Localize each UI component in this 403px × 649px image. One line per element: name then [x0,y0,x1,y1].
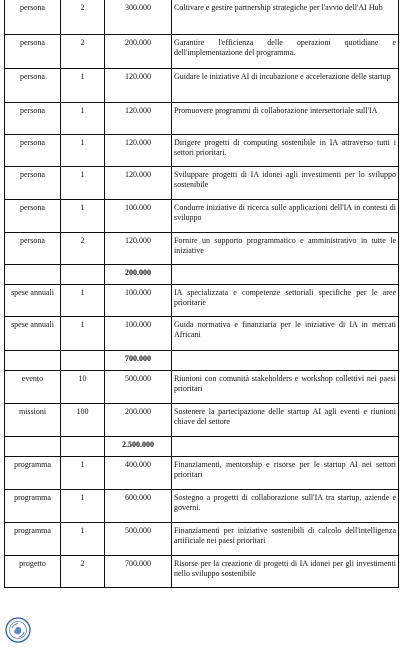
table-row [5,555,399,587]
description-cell: Dirigere progetti di computing sostenibile in IA attraverso tutti i settori prioritari. [172,134,399,166]
quantity-cell: 1 [61,522,105,555]
category-cell: programma [5,456,61,489]
subtotal-row [5,436,399,456]
description-cell: Garantire l'efficienza delle operazioni quotidiane e dell'implementazione del programma. [172,34,399,68]
description-cell: Fornire un supporto programmatico e amministrativo in tutte le iniziative [172,232,399,264]
subtotal-cell: 2.500.000 [105,436,172,456]
description-cell: Guidare le iniziative AI di incubazione e accelerazione delle startup [172,68,399,102]
subtotal-row [5,350,399,370]
amount-cell: 200.000 [105,403,172,436]
amount-cell: 500.000 [105,522,172,555]
amount-cell: 300.000 [105,0,172,34]
description-cell: Guida normativa e finanziaria per le iniziative di IA in mercati Africani [172,316,399,350]
quantity-cell: 1 [61,68,105,102]
description-cell: Promuovere programmi di collaborazione intersettoriale sull'IA [172,102,399,134]
table-row [5,134,399,166]
quantity-cell: 1 [61,284,105,316]
amount-cell: 700.000 [105,555,172,587]
category-cell: persona [5,134,61,166]
category-cell: spese annuali [5,284,61,316]
quantity-cell: 1 [61,102,105,134]
category-cell: persona [5,34,61,68]
table-row [5,489,399,522]
category-cell: persona [5,0,61,34]
description-cell: Coltivare e gestire partnership strategiche per l'avvio dell'AI Hub [172,0,399,34]
description-cell: Finanziamenti, mentorship e risorse per le startup AI nei settori prioritari [172,456,399,489]
quantity-cell: 10 [61,370,105,403]
table-row [5,403,399,436]
budget-table [4,0,399,588]
table-row [5,456,399,489]
amount-cell: 120.000 [105,102,172,134]
category-cell: programma [5,522,61,555]
amount-cell: 500.000 [105,370,172,403]
amount-cell: 100.000 [105,199,172,232]
amount-cell: 120.000 [105,166,172,199]
quantity-cell: 2 [61,34,105,68]
quantity-cell: 100 [61,403,105,436]
description-cell: Sostegno a progetti di collaborazione sull'IA tra startup, aziende e governi. [172,489,399,522]
amount-cell: 120.000 [105,68,172,102]
category-cell: persona [5,68,61,102]
table-row [5,316,399,350]
category-cell: persona [5,199,61,232]
amount-cell: 120.000 [105,134,172,166]
amount-cell: 100.000 [105,284,172,316]
category-cell: persona [5,232,61,264]
description-cell: Condurre iniziative di ricerca sulle applicazioni dell'IA in contesti di sviluppo [172,199,399,232]
table-row [5,0,399,34]
category-cell: evento [5,370,61,403]
amount-cell: 600.000 [105,489,172,522]
table-row [5,522,399,555]
quantity-cell: 1 [61,166,105,199]
seal-logo-icon [5,617,31,643]
table-row [5,102,399,134]
amount-cell: 400.000 [105,456,172,489]
table-row [5,199,399,232]
table-row [5,68,399,102]
subtotal-cell: 200.000 [105,264,172,284]
quantity-cell: 1 [61,316,105,350]
description-cell: Riunioni con comunità stakeholders e workshop collettivi nei paesi prioritari [172,370,399,403]
description-cell: IA specializzata e competenze settoriali specifiche per le aree prioritarie [172,284,399,316]
table-row [5,166,399,199]
category-cell: persona [5,102,61,134]
description-cell: Sostenere la partecipazione delle startup AI agli eventi e riunioni chiave del settore [172,403,399,436]
quantity-cell: 1 [61,489,105,522]
description-cell: Finanziamenti per iniziative sostenibili di calcolo dell'intelligenza artificiale nei paesi prioritari [172,522,399,555]
table-row [5,370,399,403]
description-cell: Sviluppare progetti di IA idonei agli investimenti per lo sviluppo sostenibile [172,166,399,199]
category-cell: programma [5,489,61,522]
quantity-cell: 1 [61,199,105,232]
subtotal-row [5,264,399,284]
category-cell: spese annuali [5,316,61,350]
quantity-cell: 2 [61,555,105,587]
table-row [5,284,399,316]
amount-cell: 100.000 [105,316,172,350]
quantity-cell: 2 [61,232,105,264]
quantity-cell: 1 [61,456,105,489]
category-cell: progetto [5,555,61,587]
table-row [5,232,399,264]
quantity-cell: 2 [61,0,105,34]
amount-cell: 200.000 [105,34,172,68]
quantity-cell: 1 [61,134,105,166]
subtotal-cell: 700.000 [105,350,172,370]
category-cell: missioni [5,403,61,436]
table-row [5,34,399,68]
description-cell: Risorse per la creazione di progetti di IA idonei per gli investimenti nello sviluppo sostenibile [172,555,399,587]
amount-cell: 120.000 [105,232,172,264]
category-cell: persona [5,166,61,199]
